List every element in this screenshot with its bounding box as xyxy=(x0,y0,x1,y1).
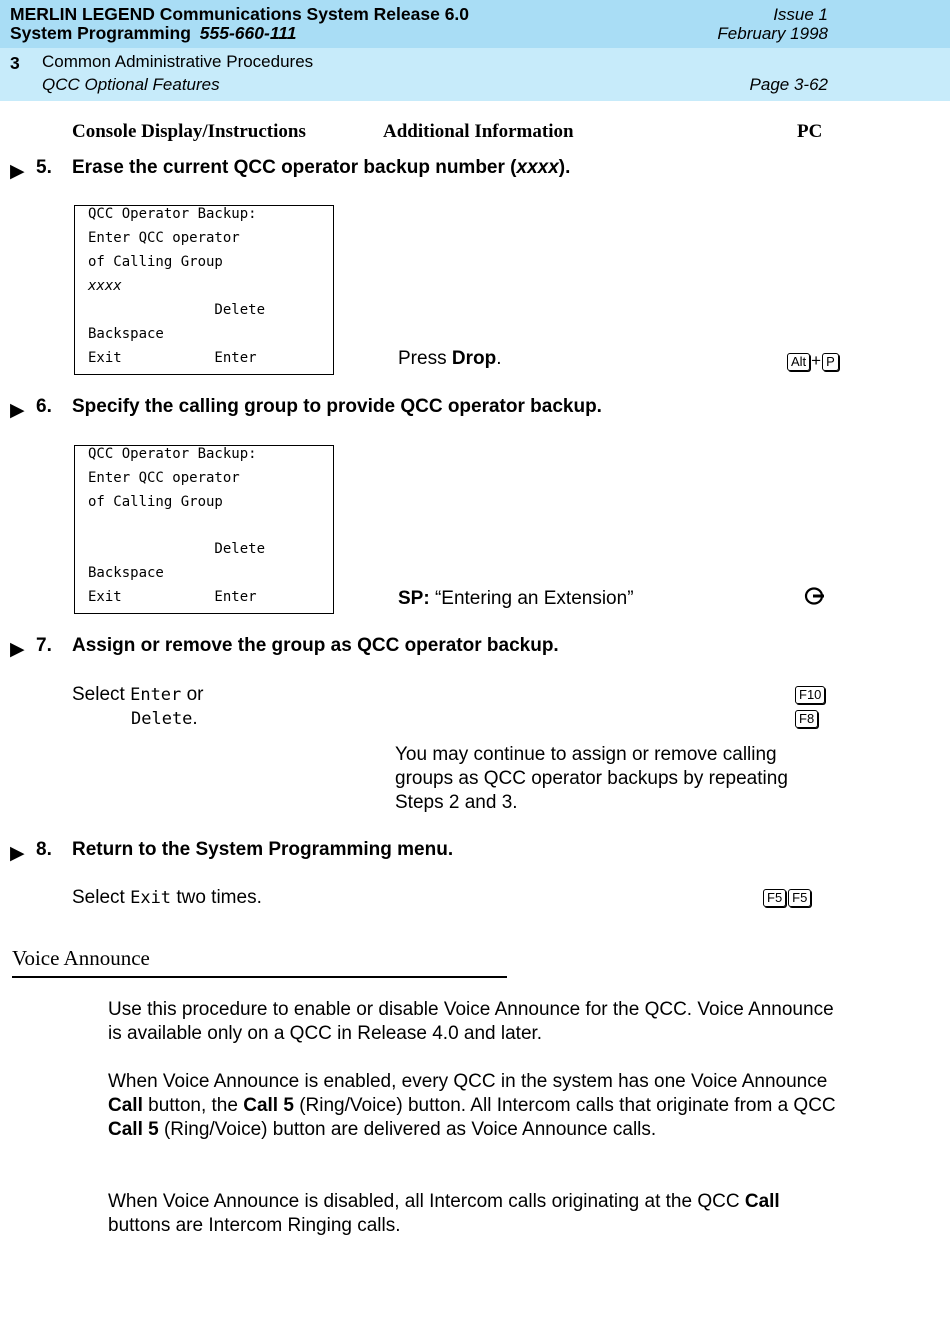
step-title xyxy=(72,157,570,179)
screen-line: Backspace xyxy=(88,326,164,342)
text: button, the xyxy=(142,1095,244,1116)
page-number: Page 3-62 xyxy=(749,75,828,94)
doc-title-line xyxy=(10,23,296,44)
select-line-2 xyxy=(131,708,198,730)
info-text: “Entering an Extension” xyxy=(429,588,634,609)
bold-text: Call 5 xyxy=(108,1119,159,1140)
column-additional: Additional Information xyxy=(383,121,574,142)
screen-line: of Calling Group xyxy=(88,254,223,270)
select-line xyxy=(72,887,262,909)
pc-keys xyxy=(786,351,840,371)
text: When Voice Announce is disabled, all Intercom calls originating at the QCC xyxy=(108,1191,745,1212)
select-label: Select xyxy=(72,684,125,705)
key-plus: + xyxy=(811,351,822,370)
step-arrow-icon: ▶ xyxy=(10,639,25,660)
step-arrow-icon: ▶ xyxy=(10,843,25,864)
doc-date: February 1998 xyxy=(717,24,828,43)
key-f5: F5 xyxy=(763,889,786,907)
step-number: 6. xyxy=(36,396,52,417)
bold-text: Call xyxy=(744,1191,780,1212)
console-screen xyxy=(74,445,334,614)
column-console: Console Display/Instructions xyxy=(72,121,306,142)
doc-title: System Programming xyxy=(10,23,191,43)
key-f8: F8 xyxy=(795,710,818,728)
info-end: . xyxy=(496,348,502,369)
disk-icon xyxy=(804,586,824,606)
step-info xyxy=(398,588,634,610)
step-title: Assign or remove the group as QCC operator backup. xyxy=(72,635,559,656)
text: (Ring/Voice) button. All Intercom calls that originate from a QCC xyxy=(293,1095,836,1116)
option-enter: Enter xyxy=(130,685,182,705)
key-alt: Alt xyxy=(787,353,810,371)
info-bold: Drop xyxy=(451,348,497,369)
step-arrow-icon: ▶ xyxy=(10,400,25,421)
key-f5: F5 xyxy=(788,889,811,907)
info-bold: SP: xyxy=(398,588,430,609)
option-exit: Exit xyxy=(130,888,172,908)
step-title-text: Erase the current QCC operator backup number ( xyxy=(72,157,517,178)
option-delete: Delete xyxy=(131,709,193,729)
screen-line: Exit Enter xyxy=(88,589,257,605)
section-title: QCC Optional Features xyxy=(42,75,220,94)
screen-line: Enter QCC operator xyxy=(88,470,240,486)
step-title: Return to the System Programming menu. xyxy=(72,839,454,860)
pc-key xyxy=(794,686,826,704)
chapter-number: 3 xyxy=(10,53,20,73)
console-screen xyxy=(74,205,334,375)
step-number: 8. xyxy=(36,839,52,860)
info-text: Press xyxy=(398,348,452,369)
issue-label: Issue 1 xyxy=(773,5,828,24)
screen-line: Delete xyxy=(88,302,266,318)
period: . xyxy=(192,708,198,729)
step-title-variable: xxxx xyxy=(516,157,559,178)
step-title: Specify the calling group to provide QCC operator backup. xyxy=(72,396,602,417)
select-suffix: two times. xyxy=(176,887,262,908)
or-label: or xyxy=(186,684,204,705)
key-p: P xyxy=(822,353,839,371)
select-line xyxy=(72,684,203,706)
paragraph xyxy=(108,1190,838,1238)
column-pc: PC xyxy=(797,121,823,142)
screen-line: Backspace xyxy=(88,565,164,581)
screen-line: QCC Operator Backup: xyxy=(88,206,257,222)
step-arrow-icon: ▶ xyxy=(10,161,25,182)
pc-keys xyxy=(762,889,812,907)
section-heading: Voice Announce xyxy=(12,946,150,970)
screen-line: of Calling Group xyxy=(88,494,223,510)
screen-line: Delete xyxy=(88,541,266,557)
step-number: 5. xyxy=(36,157,52,178)
key-f10: F10 xyxy=(795,686,825,704)
step-title-end: ). xyxy=(558,157,571,178)
screen-line: Exit Enter xyxy=(88,350,257,366)
select-label: Select xyxy=(72,887,125,908)
step-info: You may continue to assign or remove calling groups as QCC operator backups by repeating Steps 2 and 3. xyxy=(395,744,788,813)
text: buttons are Intercom Ringing calls. xyxy=(108,1215,401,1236)
chapter-title: Common Administrative Procedures xyxy=(42,52,314,71)
screen-line: QCC Operator Backup: xyxy=(88,446,257,462)
text: When Voice Announce is enabled, every QCC in the system has one Voice Announce xyxy=(108,1071,828,1092)
paragraph: Use this procedure to enable or disable Voice Announce for the QCC. Voice Announce is available only on a QCC in Release 4.0 and later. xyxy=(108,999,834,1044)
doc-number: 555-660-111 xyxy=(199,23,297,43)
paragraph xyxy=(108,1070,838,1142)
text: (Ring/Voice) button are delivered as Voice Announce calls. xyxy=(158,1119,657,1140)
bold-text: Call xyxy=(108,1095,143,1116)
screen-line: Enter QCC operator xyxy=(88,230,240,246)
section-rule xyxy=(12,976,507,978)
bold-text: Call 5 xyxy=(243,1095,294,1116)
screen-line: xxxx xyxy=(88,278,122,294)
product-title: MERLIN LEGEND Communications System Release 6.0 xyxy=(10,4,470,24)
step-info xyxy=(398,348,501,370)
step-number: 7. xyxy=(36,635,52,656)
pc-key xyxy=(794,710,819,728)
